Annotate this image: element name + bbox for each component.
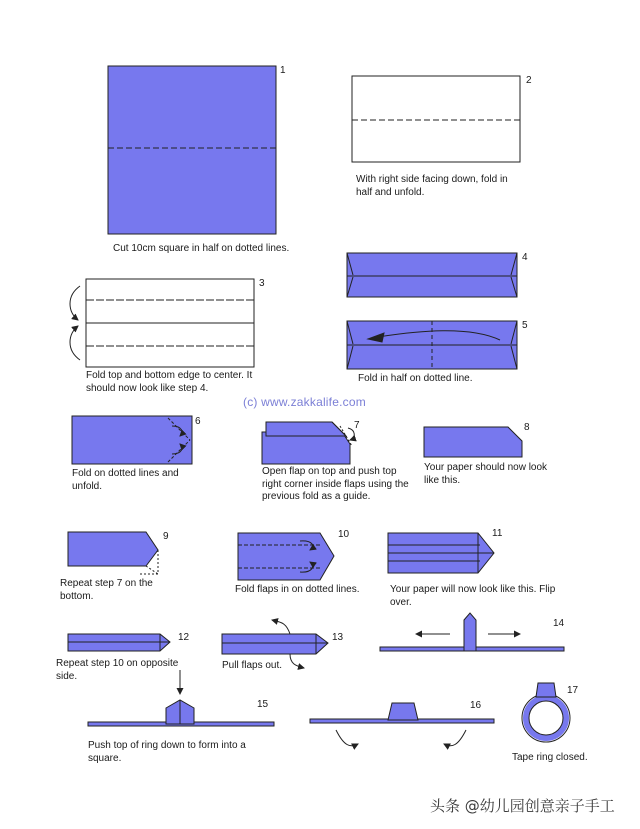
step-3-paper-strip xyxy=(70,279,254,367)
step-number: 9 xyxy=(163,531,169,542)
step-10-shape xyxy=(238,533,334,580)
step-caption: Open flap on top and push top right corner inside flaps using the previous fold as a guide. xyxy=(262,466,409,502)
step-number: 6 xyxy=(195,416,201,427)
watermark-text: (c) www.zakkalife.com xyxy=(243,395,366,409)
step-17-ring xyxy=(522,683,570,742)
step-16-ring-band xyxy=(310,703,494,746)
step-caption: Fold in half on dotted line. xyxy=(358,373,473,384)
step-caption: Tape ring closed. xyxy=(512,752,588,763)
step-caption: Your paper should now look like this. xyxy=(424,462,548,486)
step-caption: Pull flaps out. xyxy=(222,660,283,671)
step-number: 13 xyxy=(332,632,344,643)
step-number: 3 xyxy=(259,278,265,289)
step-8-shape xyxy=(424,427,522,457)
step-11-shape xyxy=(388,533,494,573)
step-number: 7 xyxy=(354,420,360,431)
step-14-ring-band xyxy=(380,613,564,651)
step-number: 11 xyxy=(492,528,503,539)
step-number: 16 xyxy=(470,700,482,711)
step-7-open-flap xyxy=(262,422,354,464)
step-number: 10 xyxy=(338,529,350,540)
step-number: 1 xyxy=(280,65,286,76)
step-9-shape xyxy=(68,532,158,574)
step-number: 12 xyxy=(178,632,190,643)
step-number: 8 xyxy=(524,422,530,433)
step-6-folded-rect xyxy=(72,416,192,464)
step-caption: Repeat step 10 on opposite side. xyxy=(56,658,179,682)
step-caption: Fold on dotted lines and unfold. xyxy=(72,468,179,492)
step-caption: Cut 10cm square in half on dotted lines. xyxy=(113,243,290,254)
step-caption: Repeat step 7 on the bottom. xyxy=(60,578,153,602)
step-number: 2 xyxy=(526,75,532,86)
step-12-shape xyxy=(68,634,170,651)
footer-credit: 头条 @幼儿园创意亲子手工 xyxy=(430,797,615,815)
step-2-paper-strip xyxy=(352,76,520,162)
step-4-folded-strip xyxy=(347,253,517,297)
step-number: 17 xyxy=(567,685,579,696)
step-caption: Fold flaps in on dotted lines. xyxy=(235,584,360,595)
step-number: 4 xyxy=(522,252,528,263)
step-number: 14 xyxy=(553,618,565,629)
step-5-folded-strip xyxy=(347,321,517,369)
step-caption: With right side facing down, fold in half and unfold. xyxy=(356,174,508,198)
step-1-paper-square xyxy=(108,66,276,234)
step-caption: Push top of ring down to form into a square. xyxy=(88,740,246,764)
step-caption: Your paper will now look like this. Flip over. xyxy=(390,584,556,608)
step-number: 15 xyxy=(257,699,269,710)
step-caption: Fold top and bottom edge to center. It should now look like step 4. xyxy=(86,370,253,394)
step-number: 5 xyxy=(522,320,528,331)
